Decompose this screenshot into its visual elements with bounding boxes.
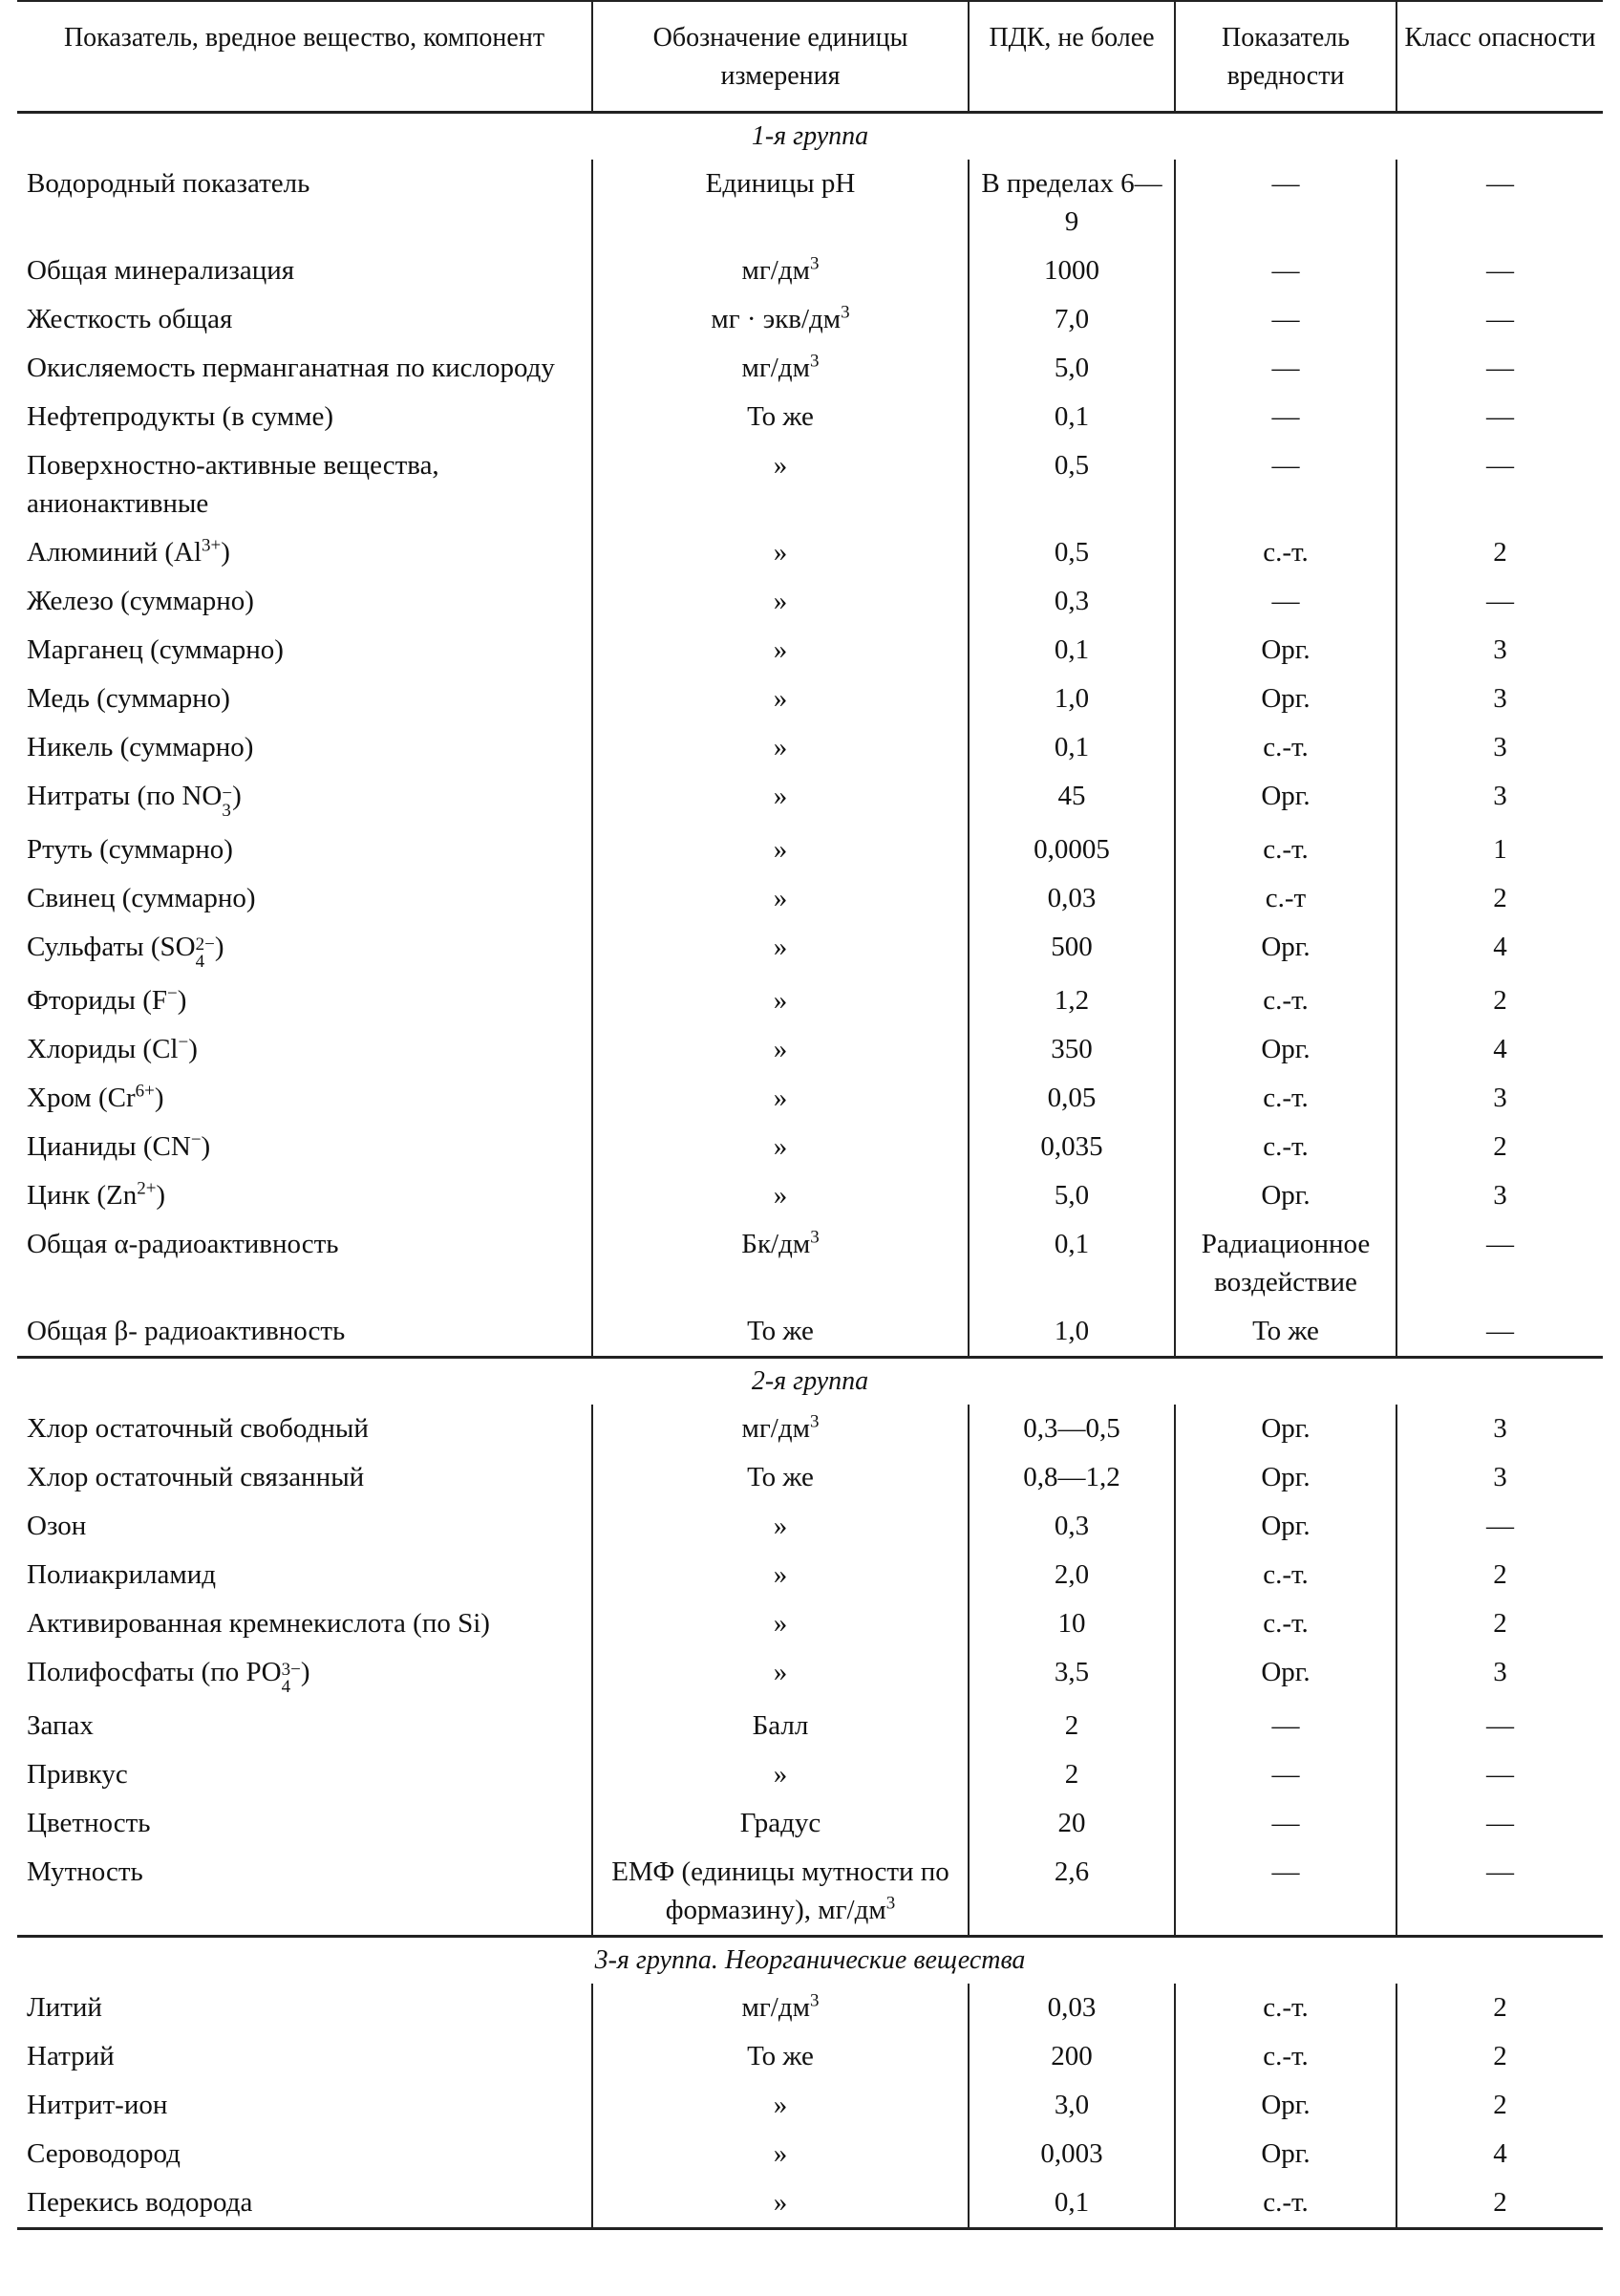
indicator-cell: Нитраты (по NO − 3 ): [27, 781, 242, 821]
indicator-cell: Хром $(Cr^{6+})$: [27, 1081, 164, 1113]
indicator-cell: Общая α-радиоактивность: [27, 1229, 339, 1259]
hazard-class-cell: 3: [1396, 1405, 1603, 1453]
table-row: [17, 577, 1603, 626]
unit-cell: $Бк/дм^3$: [592, 1220, 969, 1307]
indicator-cell: Литий: [27, 1992, 102, 2023]
hazard-class-cell: 3: [1396, 1074, 1603, 1123]
harm-indicator-cell: —: [1175, 1702, 1396, 1750]
indicator-cell: Мутность: [27, 1856, 143, 1887]
table-row: [17, 1405, 1603, 1453]
harm-indicator-cell: —: [1175, 1799, 1396, 1848]
harm-indicator-cell: с.-т: [1175, 874, 1396, 923]
harm-indicator-cell: Орг.: [1175, 675, 1396, 723]
hazard-class-cell: 3: [1396, 1648, 1603, 1702]
water-quality-table: [17, 0, 1603, 2230]
indicator-cell: Привкус: [27, 1759, 128, 1790]
table-row: [17, 976, 1603, 1025]
harm-indicator-cell: с.-т.: [1175, 976, 1396, 1025]
table-row: [17, 1799, 1603, 1848]
pdk-cell: 5,0: [969, 344, 1175, 393]
harm-indicator-cell: —: [1175, 160, 1396, 247]
pdk-cell: 1000: [969, 247, 1175, 295]
table-row: [17, 1502, 1603, 1551]
harm-indicator-cell: —: [1175, 393, 1396, 441]
indicator-cell: Свинец (суммарно): [27, 883, 256, 913]
unit-cell: »: [592, 1502, 969, 1551]
unit-cell: »: [592, 1750, 969, 1799]
header-hazard-class: Класс опасности: [1396, 1, 1603, 113]
hazard-class-cell: 2: [1396, 976, 1603, 1025]
indicator-cell: Марганец (суммарно): [27, 634, 284, 665]
harm-indicator-cell: с.-т.: [1175, 2032, 1396, 2081]
hazard-class-cell: 2: [1396, 2178, 1603, 2229]
hazard-class-cell: —: [1396, 247, 1603, 295]
table-row: [17, 1123, 1603, 1171]
table-row: [17, 528, 1603, 577]
hazard-class-cell: 2: [1396, 2081, 1603, 2130]
harm-indicator-cell: —: [1175, 247, 1396, 295]
indicator-cell: Полиакриламид: [27, 1559, 217, 1590]
table-row: [17, 441, 1603, 528]
pdk-cell: 200: [969, 2032, 1175, 2081]
unit-cell: »: [592, 528, 969, 577]
harm-indicator-cell: с.-т.: [1175, 1984, 1396, 2032]
hazard-class-cell: —: [1396, 295, 1603, 344]
header-harm-indicator: Показатель вредности: [1175, 1, 1396, 113]
header-indicator: Показатель, вредное вещество, компонент: [17, 1, 592, 113]
unit-cell: $мг/дм^3$: [592, 247, 969, 295]
hazard-class-cell: 2: [1396, 1984, 1603, 2032]
hazard-class-cell: —: [1396, 1799, 1603, 1848]
pdk-cell: 0,0005: [969, 826, 1175, 874]
table-row: [17, 1750, 1603, 1799]
harm-indicator-cell: —: [1175, 1750, 1396, 1799]
indicator-cell: Запах: [27, 1710, 94, 1741]
hazard-class-cell: 3: [1396, 772, 1603, 826]
harm-indicator-cell: с.-т.: [1175, 528, 1396, 577]
harm-indicator-cell: —: [1175, 1848, 1396, 1937]
hazard-class-cell: —: [1396, 1702, 1603, 1750]
unit-cell: То же: [592, 393, 969, 441]
indicator-cell: Жесткость общая: [27, 304, 233, 334]
table-row: [17, 1074, 1603, 1123]
table-row: [17, 160, 1603, 247]
harm-indicator-cell: —: [1175, 344, 1396, 393]
pdk-cell: 7,0: [969, 295, 1175, 344]
table-body: [17, 113, 1603, 2229]
harm-indicator-cell: Орг.: [1175, 1405, 1396, 1453]
unit-cell: »: [592, 577, 969, 626]
unit-cell: »: [592, 2081, 969, 2130]
indicator-cell: Цветность: [27, 1808, 151, 1838]
hazard-class-cell: 2: [1396, 528, 1603, 577]
indicator-cell: Окисляемость перманганатная по кислороду: [27, 353, 555, 383]
unit-cell: ЕМФ (единицы мутности по формазину), $мг/дм^3$: [592, 1848, 969, 1937]
unit-cell: То же: [592, 1453, 969, 1502]
pdk-cell: 10: [969, 1599, 1175, 1648]
harm-indicator-cell: Орг.: [1175, 1648, 1396, 1702]
unit-cell: »: [592, 976, 969, 1025]
unit-cell: Единицы pH: [592, 160, 969, 247]
table-row: [17, 626, 1603, 675]
table-row: [17, 2081, 1603, 2130]
hazard-class-cell: —: [1396, 393, 1603, 441]
unit-cell: »: [592, 1648, 969, 1702]
pdk-cell: 1,0: [969, 675, 1175, 723]
hazard-class-cell: 2: [1396, 874, 1603, 923]
pdk-cell: 0,3: [969, 1502, 1175, 1551]
pdk-cell: 0,035: [969, 1123, 1175, 1171]
hazard-class-cell: 4: [1396, 2130, 1603, 2178]
unit-cell: »: [592, 675, 969, 723]
pdk-cell: 1,0: [969, 1307, 1175, 1358]
indicator-cell: Сероводород: [27, 2138, 181, 2169]
table-row: [17, 1453, 1603, 1502]
indicator-cell: Ртуть (суммарно): [27, 834, 233, 865]
pdk-cell: 5,0: [969, 1171, 1175, 1220]
harm-indicator-cell: Орг.: [1175, 1453, 1396, 1502]
pdk-cell: 0,1: [969, 1220, 1175, 1307]
table-row: [17, 1307, 1603, 1358]
pdk-cell: 20: [969, 1799, 1175, 1848]
harm-indicator-cell: с.-т.: [1175, 723, 1396, 772]
table-row: [17, 1648, 1603, 1702]
table-row: [17, 923, 1603, 976]
unit-cell: »: [592, 874, 969, 923]
unit-cell: мг · экв/$дм^3$: [592, 295, 969, 344]
indicator-cell: Хлор остаточный свободный: [27, 1413, 369, 1444]
indicator-cell: Никель (суммарно): [27, 732, 254, 762]
unit-cell: То же: [592, 1307, 969, 1358]
hazard-class-cell: —: [1396, 344, 1603, 393]
pdk-cell: 1,2: [969, 976, 1175, 1025]
pdk-cell: 2: [969, 1750, 1175, 1799]
table-row: [17, 393, 1603, 441]
harm-indicator-cell: с.-т.: [1175, 826, 1396, 874]
table-row: [17, 826, 1603, 874]
hazard-class-cell: 3: [1396, 723, 1603, 772]
hazard-class-cell: —: [1396, 160, 1603, 247]
group-header-row: [17, 113, 1603, 161]
group-header-row: [17, 1358, 1603, 1405]
unit-cell: $мг/дм^3$: [592, 344, 969, 393]
pdk-cell: 45: [969, 772, 1175, 826]
table-row: [17, 295, 1603, 344]
pdk-cell: В пределах 6—9: [969, 160, 1175, 247]
indicator-cell: Цинк $(Zn^{2+})$: [27, 1178, 166, 1211]
unit-cell: »: [592, 2130, 969, 2178]
unit-cell: Балл: [592, 1702, 969, 1750]
indicator-cell: Хлор остаточный связанный: [27, 1462, 365, 1492]
hazard-class-cell: 3: [1396, 626, 1603, 675]
hazard-class-cell: —: [1396, 1750, 1603, 1799]
unit-cell: »: [592, 1074, 969, 1123]
group-header-row: [17, 1937, 1603, 1985]
hazard-class-cell: —: [1396, 441, 1603, 528]
hazard-class-cell: 4: [1396, 923, 1603, 976]
harm-indicator-cell: Орг.: [1175, 2081, 1396, 2130]
pdk-cell: 0,5: [969, 441, 1175, 528]
harm-indicator-cell: —: [1175, 577, 1396, 626]
pdk-cell: 0,3: [969, 577, 1175, 626]
harm-indicator-cell: Радиационное воздействие: [1175, 1220, 1396, 1307]
pdk-cell: 350: [969, 1025, 1175, 1074]
indicator-cell: Водородный показатель: [27, 168, 310, 199]
indicator-cell: Натрий: [27, 2041, 115, 2071]
pdk-cell: 0,003: [969, 2130, 1175, 2178]
table-row: [17, 772, 1603, 826]
harm-indicator-cell: Орг.: [1175, 923, 1396, 976]
indicator-cell: Общая минерализация: [27, 255, 295, 286]
unit-cell: »: [592, 826, 969, 874]
unit-cell: Градус: [592, 1799, 969, 1848]
unit-cell: »: [592, 723, 969, 772]
pdk-cell: 2,6: [969, 1848, 1175, 1937]
table-row: [17, 1220, 1603, 1307]
indicator-cell: Цианиды (CN−): [27, 1129, 211, 1162]
indicator-cell: Сульфаты (SO 2− 4 ): [27, 932, 224, 972]
indicator-cell: Алюминий $(Al^{3+})$: [27, 535, 230, 568]
table-row: [17, 874, 1603, 923]
unit-cell: »: [592, 1123, 969, 1171]
harm-indicator-cell: Орг.: [1175, 1025, 1396, 1074]
hazard-class-cell: —: [1396, 1848, 1603, 1937]
indicator-cell: Нитрит-ион: [27, 2090, 168, 2120]
table-row: [17, 2032, 1603, 2081]
group-title: 1-я группа: [751, 121, 869, 151]
harm-indicator-cell: с.-т.: [1175, 1123, 1396, 1171]
indicator-cell: Озон: [27, 1511, 87, 1541]
pdk-cell: 0,03: [969, 1984, 1175, 2032]
indicator-cell: Хлориды (Cl−): [27, 1032, 198, 1064]
table-row: [17, 344, 1603, 393]
unit-cell: »: [592, 923, 969, 976]
hazard-class-cell: 4: [1396, 1025, 1603, 1074]
table-row: [17, 1551, 1603, 1599]
unit-cell: »: [592, 1171, 969, 1220]
unit-cell: »: [592, 1025, 969, 1074]
header-pdk: ПДК, не более: [969, 1, 1175, 113]
unit-cell: $мг/дм^3$: [592, 1405, 969, 1453]
hazard-class-cell: —: [1396, 1220, 1603, 1307]
pdk-cell: 2,0: [969, 1551, 1175, 1599]
pdk-cell: 3,5: [969, 1648, 1175, 1702]
table-row: [17, 1025, 1603, 1074]
table-row: [17, 1984, 1603, 2032]
unit-cell: »: [592, 1551, 969, 1599]
hazard-class-cell: 2: [1396, 1599, 1603, 1648]
indicator-cell: Перекись водорода: [17, 2178, 592, 2229]
table-row: [17, 1848, 1603, 1937]
harm-indicator-cell: Орг.: [1175, 772, 1396, 826]
hazard-class-cell: 2: [1396, 2032, 1603, 2081]
unit-cell: »: [592, 441, 969, 528]
pdk-cell: 0,1: [969, 393, 1175, 441]
indicator-cell: Полифосфаты (по PO 3− 4 ): [27, 1657, 310, 1697]
hazard-class-cell: —: [1396, 577, 1603, 626]
table-header-row: [17, 1, 1603, 113]
hazard-class-cell: 1: [1396, 826, 1603, 874]
hazard-class-cell: 2: [1396, 1551, 1603, 1599]
indicator-cell: Поверхностно-активные вещества, анионактивные: [27, 450, 439, 519]
group-title: 2-я группа: [17, 1358, 1603, 1405]
pdk-cell: 0,05: [969, 1074, 1175, 1123]
harm-indicator-cell: Орг.: [1175, 2130, 1396, 2178]
hazard-class-cell: 3: [1396, 675, 1603, 723]
pdk-cell: 0,5: [969, 528, 1175, 577]
pdk-cell: 3,0: [969, 2081, 1175, 2130]
pdk-cell: 0,1: [969, 723, 1175, 772]
pdk-cell: 0,03: [969, 874, 1175, 923]
harm-indicator-cell: с.-т.: [1175, 1074, 1396, 1123]
unit-cell: То же: [592, 2032, 969, 2081]
pdk-cell: 500: [969, 923, 1175, 976]
harm-indicator-cell: —: [1175, 441, 1396, 528]
unit-cell: »: [592, 626, 969, 675]
hazard-class-cell: 3: [1396, 1453, 1603, 1502]
unit-cell: »: [592, 772, 969, 826]
indicator-cell: Нефтепродукты (в сумме): [27, 401, 333, 432]
table-row: [17, 1702, 1603, 1750]
pdk-cell: 0,8—1,2: [969, 1453, 1175, 1502]
harm-indicator-cell: с.-т.: [1175, 2178, 1396, 2229]
harm-indicator-cell: Орг.: [1175, 1171, 1396, 1220]
table-row: [17, 247, 1603, 295]
harm-indicator-cell: —: [1175, 295, 1396, 344]
harm-indicator-cell: с.-т.: [1175, 1599, 1396, 1648]
table-row: [17, 2178, 1603, 2229]
document-page: [17, 0, 1603, 2296]
hazard-class-cell: —: [1396, 1307, 1603, 1358]
table-row: [17, 2130, 1603, 2178]
pdk-cell: 0,1: [969, 626, 1175, 675]
table-row: [17, 1171, 1603, 1220]
indicator-cell: Активированная кремнекислота (по Si): [27, 1608, 490, 1639]
indicator-cell: Общая β- радиоактивность: [27, 1316, 346, 1346]
header-unit: Обозначение единицы измерения: [592, 1, 969, 113]
pdk-cell: 0,3—0,5: [969, 1405, 1175, 1453]
pdk-cell: 2: [969, 1702, 1175, 1750]
pdk-cell: 0,1: [969, 2178, 1175, 2229]
hazard-class-cell: 3: [1396, 1171, 1603, 1220]
table-row: [17, 723, 1603, 772]
harm-indicator-cell: Орг.: [1175, 1502, 1396, 1551]
hazard-class-cell: 2: [1396, 1123, 1603, 1171]
group-title: 3-я группа. Неорганические вещества: [17, 1937, 1603, 1985]
harm-indicator-cell: Орг.: [1175, 626, 1396, 675]
table-row: [17, 1599, 1603, 1648]
harm-indicator-cell: То же: [1175, 1307, 1396, 1358]
harm-indicator-cell: с.-т.: [1175, 1551, 1396, 1599]
indicator-cell: Медь (суммарно): [27, 683, 230, 714]
indicator-cell: Фториды (F−): [27, 983, 187, 1016]
indicator-cell: Железо (суммарно): [27, 586, 254, 616]
unit-cell: »: [592, 2178, 969, 2229]
hazard-class-cell: —: [1396, 1502, 1603, 1551]
table-row: [17, 675, 1603, 723]
unit-cell: $мг/дм^3$: [592, 1984, 969, 2032]
unit-cell: »: [592, 1599, 969, 1648]
